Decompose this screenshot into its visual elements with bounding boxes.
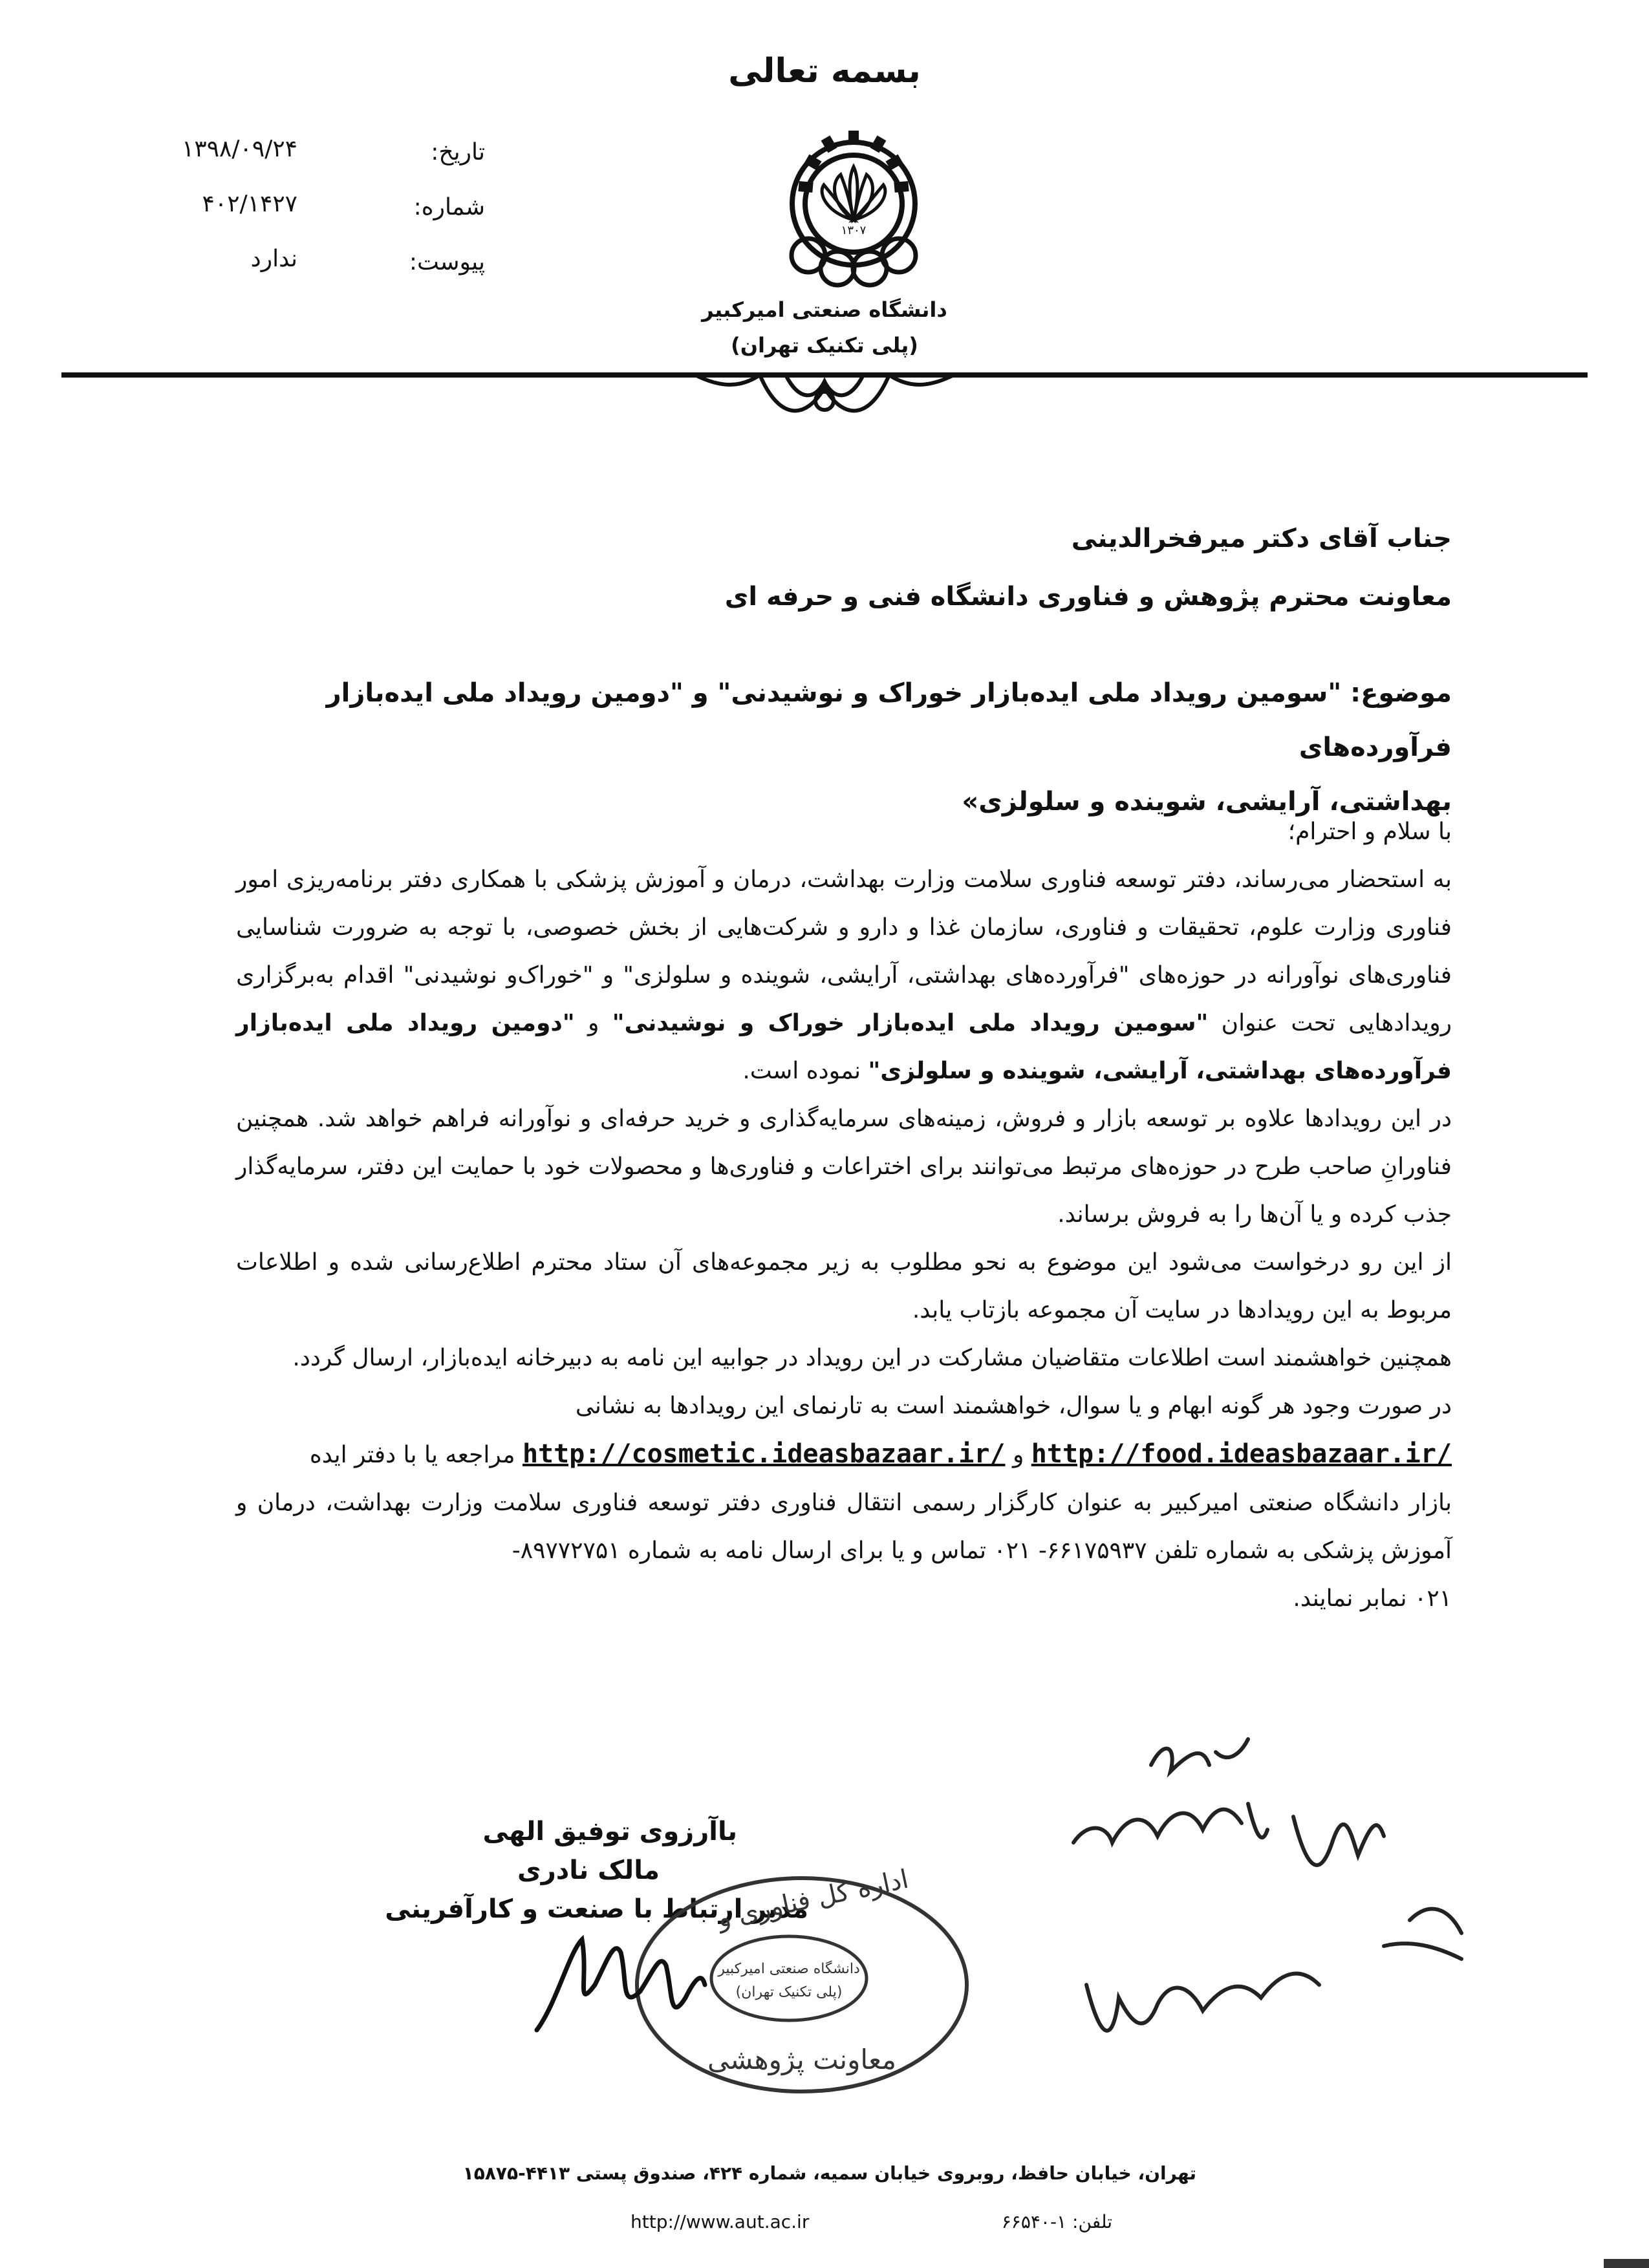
- attachment-label: پیوست:: [409, 249, 485, 275]
- paragraph-5-end: ۰۲۱ نمابر نمایند.: [1293, 1585, 1452, 1612]
- food-site-link[interactable]: http://food.ideasbazaar.ir/: [1031, 1439, 1452, 1469]
- p1-text-b: و: [574, 1010, 612, 1036]
- paragraph-4: همچنین خواهشمند است اطلاعات متقاضیان مشارکت در این رویداد در جوابیه این نامه به دبیرخانه ایده‌بازار، ارسال گردد.: [292, 1345, 1452, 1371]
- ornamental-divider: [61, 362, 1588, 427]
- stamp-inner-line2: (پلی تکنیک تهران): [735, 1984, 843, 2000]
- date-label: تاریخ:: [431, 139, 485, 166]
- logo-year: ۱۳۰۷: [841, 224, 867, 237]
- paragraph-5-links: [236, 1430, 1452, 1479]
- subject-line-1: موضوع: "سومین رویداد ملی ایده‌بازار خوراک و نوشیدنی" و "دومین رویداد ملی ایده‌بازار فرآورده‌های: [326, 678, 1452, 762]
- corner-watermark: [1604, 2259, 1649, 2268]
- paragraph-2: در این رویدادها علاوه بر توسعه بازار و فروش، زمینه‌های سرمایه‌گذاری و خرید حرفه‌ای و نوآورانه فراهم خواهد شد. همچنین فناورانِ صاحب طرح در حوزه‌های مرتبط می‌توانند برای اختراعات و فناوری‌ها و محصولات خود با حمایت این دفتر، سرمایه‌گذار جذب کرده و یا آن‌ها را به فروش برساند.: [236, 1106, 1452, 1228]
- footer-website[interactable]: http://www.aut.ac.ir: [630, 2211, 810, 2232]
- paragraph-1: [236, 856, 1452, 1095]
- addressee-title: معاونت محترم پژوهش و فناوری دانشگاه فنی و حرفه ای: [724, 582, 1452, 612]
- number-label: شماره:: [413, 194, 485, 220]
- university-name: دانشگاه صنعتی امیرکبیر: [702, 297, 947, 322]
- letter-body: [236, 808, 1452, 1623]
- attachment-value: ندارد: [250, 246, 297, 272]
- stamp-bottom-text: معاونت پژوهشی: [707, 2044, 896, 2075]
- date-value: ۱۳۹۸/۰۹/۲۴: [182, 136, 297, 162]
- signer-title: مدیر ارتباط با صنعت و کارآفرینی: [385, 1894, 808, 1924]
- p1-event-cosmetic: "دومین رویداد ملی ایده‌بازار فرآورده‌های بهداشتی، آرایشی، شوینده و سلولزی": [236, 1010, 1452, 1084]
- paragraph-5-contact: بازار دانشگاه صنعتی امیرکبیر به عنوان کارگزار رسمی انتقال فناوری دفتر توسعه فناوری سلامت وزارت بهداشت، درمان و آموزش پزشکی به شماره تلفن ۶۶۱۷۵۹۳۷- ۰۲۱ تماس و یا برای ارسال نامه به شماره ۸۹۷۷۲۷۵۱-: [236, 1490, 1452, 1564]
- footer-phone: تلفن: ۱-۶۶۵۴۰: [1001, 2211, 1112, 2232]
- greeting: با سلام و احترام؛: [1288, 818, 1452, 845]
- number-value: ۴۰۲/۱۴۲۷: [202, 191, 297, 217]
- footer-address: تهران، خیابان حافظ، روبروی خیابان سمیه، شماره ۴۲۴، صندوق پستی ۴۴۱۳-۱۵۸۷۵: [462, 2163, 1196, 2184]
- cosmetic-site-link[interactable]: http://cosmetic.ideasbazaar.ir/: [522, 1439, 1006, 1469]
- subject-line-2: بهداشتی، آرایشی، شوینده و سلولزی»: [962, 787, 1452, 817]
- paragraph-5-intro: در صورت وجود هر گونه ابهام و یا سوال، خواهشمند است به تارنمای این رویدادها به نشانی: [575, 1393, 1452, 1419]
- closing-wish: باآرزوی توفیق الهی: [482, 1817, 737, 1846]
- p1-text-c: نموده است.: [742, 1058, 868, 1084]
- handwritten-annotation: [1048, 1726, 1487, 2062]
- paragraph-3: از این رو درخواست می‌شود این موضوع به نحو مطلوب به زیر مجموعه‌های آن ستاد محترم اطلاع‌رسانی شده و اطلاعات مربوط به این رویدادها در سایت آن مجموعه بازتاب یابد.: [236, 1249, 1452, 1323]
- stamp-outer-text: اداره کل فناوری و: [715, 1864, 912, 1934]
- signer-name: مالک نادری: [517, 1856, 660, 1885]
- p1-text-a: به استحضار می‌رساند، دفتر توسعه فناوری سلامت وزارت بهداشت، درمان و آموزش پزشکی با همکاری دفتر برنامه‌ریزی امور فناوری وزارت علوم، تحقیقات و فناوری، سازمان غذا و دارو و شرکت‌هایی از بخش خصوصی، با توجه به ضرورت شناسایی فناوری‌های نوآورانه در حوزه‌های "فرآورده‌های بهداشتی، آرایشی، شوینده و سلولزی" و "خوراک‌و نوشیدنی" اقدام به‌برگزاری رویدادهایی تحت عنوان: [236, 866, 1452, 1036]
- links-and: و: [1012, 1442, 1024, 1468]
- signer-signature: [530, 1914, 711, 2043]
- subject: [236, 666, 1452, 829]
- links-suffix: مراجعه یا با دفتر ایده: [309, 1442, 515, 1468]
- stamp-inner-line1: دانشگاه صنعتی امیرکبیر: [718, 1961, 860, 1977]
- university-logo-icon: [770, 123, 938, 291]
- basmala: بسمه تعالی: [728, 52, 921, 91]
- university-subtitle: (پلی تکنیک تهران): [731, 333, 918, 358]
- p1-event-food: "سومین رویداد ملی ایده‌بازار خوراک و نوشیدنی": [612, 1010, 1209, 1036]
- addressee-name: جناب آقای دکتر میرفخرالدینی: [1071, 524, 1452, 553]
